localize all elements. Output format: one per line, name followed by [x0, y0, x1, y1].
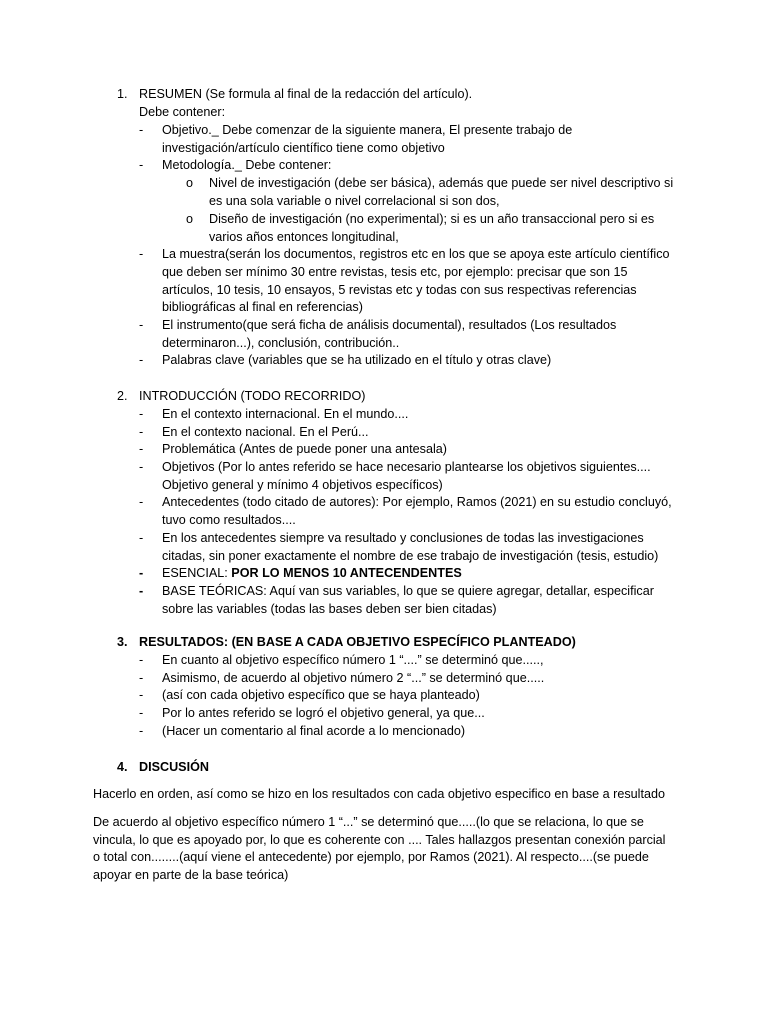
dash-bullet: - — [139, 495, 144, 509]
list-item: Objetivo._ Debe comenzar de la siguiente manera, El presente trabajo de investigación/artículo científico tiene como objetivo — [162, 123, 573, 155]
dash-bullet: - — [139, 353, 144, 367]
dash-bullet: - — [139, 688, 144, 702]
dash-bullet: - — [139, 706, 144, 720]
dash-bullet: - — [139, 724, 144, 738]
dash-bullet: - — [139, 425, 144, 439]
section-number: 4. — [117, 760, 128, 774]
dash-bullet: - — [139, 671, 144, 685]
section-number: 2. — [117, 389, 128, 403]
dash-bullet: - — [139, 653, 144, 667]
list-item: Asimismo, de acuerdo al objetivo número 2 “...” se determinó que..... — [162, 671, 545, 685]
section-number: 3. — [117, 635, 128, 649]
list-item: Objetivos (Por lo antes referido se hace necesario plantearse los objetivos siguientes.... Objetivo general y mínimo 4 objetivos específicos) — [162, 460, 651, 492]
dash-bullet: - — [139, 531, 144, 545]
dash-bullet: - — [139, 123, 144, 137]
list-item: BASE TEÓRICAS: Aquí van sus variables, lo que se quiere agregar, detallar, especificar sobre las variables (todas las bases deben ser bien citadas) — [162, 584, 654, 616]
section-heading: RESULTADOS: (EN BASE A CADA OBJETIVO ESPECÍFICO PLANTEADO) — [139, 635, 576, 649]
circle-bullet: o — [186, 212, 194, 226]
discussion-paragraph: Hacerlo en orden, así como se hizo en los resultados con cada objetivo especifico en base a resultado — [93, 787, 665, 801]
section-heading: INTRODUCCIÓN (TODO RECORRIDO) — [139, 389, 366, 403]
sub-list-item: Diseño de investigación (no experimental); si es un año transaccional pero si es varios años entonces longitudinal, — [209, 212, 655, 244]
list-item: Palabras clave (variables que se ha utilizado en el título y otras clave) — [162, 353, 552, 367]
section-heading: DISCUSIÓN — [139, 760, 209, 774]
dash-bullet: - — [139, 442, 144, 456]
intro-text: Debe contener: — [139, 105, 226, 119]
dash-bullet: - — [139, 566, 144, 580]
section-heading: RESUMEN (Se formula al final de la redacción del artículo). — [139, 87, 473, 101]
section-number: 1. — [117, 87, 128, 101]
list-item: Metodología._ Debe contener: — [162, 158, 332, 172]
dash-bullet: - — [139, 158, 144, 172]
discussion-paragraph-line: apoyar en parte de la base teórica) — [93, 868, 289, 882]
discussion-paragraph-line: vincula, lo que es apoyado por, lo que es coherente con .... Tales hallazgos presentan conexión parcial — [93, 833, 666, 847]
dash-bullet: - — [139, 318, 144, 332]
dash-bullet: - — [139, 247, 144, 261]
list-item: Problemática (Antes de puede poner una antesala) — [162, 442, 447, 456]
list-item: En el contexto internacional. En el mundo.... — [162, 407, 409, 421]
dash-bullet: - — [139, 407, 144, 421]
list-item: En los antecedentes siempre va resultado y conclusiones de todas las investigaciones citadas, sin poner exactamente el nombre de ese trabajo de investigación (tesis, estudio) — [162, 531, 659, 563]
circle-bullet: o — [186, 176, 194, 190]
discussion-paragraph-line: De acuerdo al objetivo específico número 1 “...” se determinó que.....(lo que se relaciona, lo que se — [93, 815, 644, 829]
sub-list-item: Nivel de investigación (debe ser básica), además que puede ser nivel descriptivo si es una sola variable o nivel correlacional si son dos, — [209, 176, 674, 208]
list-item: El instrumento(que será ficha de análisis documental), resultados (Los resultados determinaron...), conclusión, contribución.. — [162, 318, 617, 350]
list-item: Antecedentes (todo citado de autores): Por ejemplo, Ramos (2021) en su estudio concluyó, tuvo como resultados.... — [162, 495, 672, 527]
list-item: La muestra(serán los documentos, registros etc en los que se apoya este artículo científico que deben ser mínimo 30 entre revistas, tesis etc, por ejemplo: precisar que son 15 artículos, 10 tesis, 10 ensayos, 5 revistas etc y todas con sus respectivas referencias bibliográficas al final en referencias) — [162, 247, 670, 315]
essential-emphasis: POR LO MENOS 10 ANTECENDENTES — [231, 566, 462, 580]
dash-bullet: - — [139, 460, 144, 474]
list-item: (Hacer un comentario al final acorde a lo mencionado) — [162, 724, 466, 738]
list-item: Por lo antes referido se logró el objetivo general, ya que... — [162, 706, 485, 720]
list-item-essential — [162, 565, 682, 583]
essential-label: ESENCIAL: — [162, 566, 232, 580]
discussion-paragraph-line: o total con........(aquí viene el antecedente) por ejemplo, por Ramos (2021). Al respecto....(se puede — [93, 850, 649, 864]
dash-bullet: - — [139, 584, 144, 598]
list-item: (así con cada objetivo específico que se haya planteado) — [162, 688, 480, 702]
list-item: En el contexto nacional. En el Perú... — [162, 425, 369, 439]
list-item: En cuanto al objetivo específico número 1 “....” se determinó que....., — [162, 653, 544, 667]
